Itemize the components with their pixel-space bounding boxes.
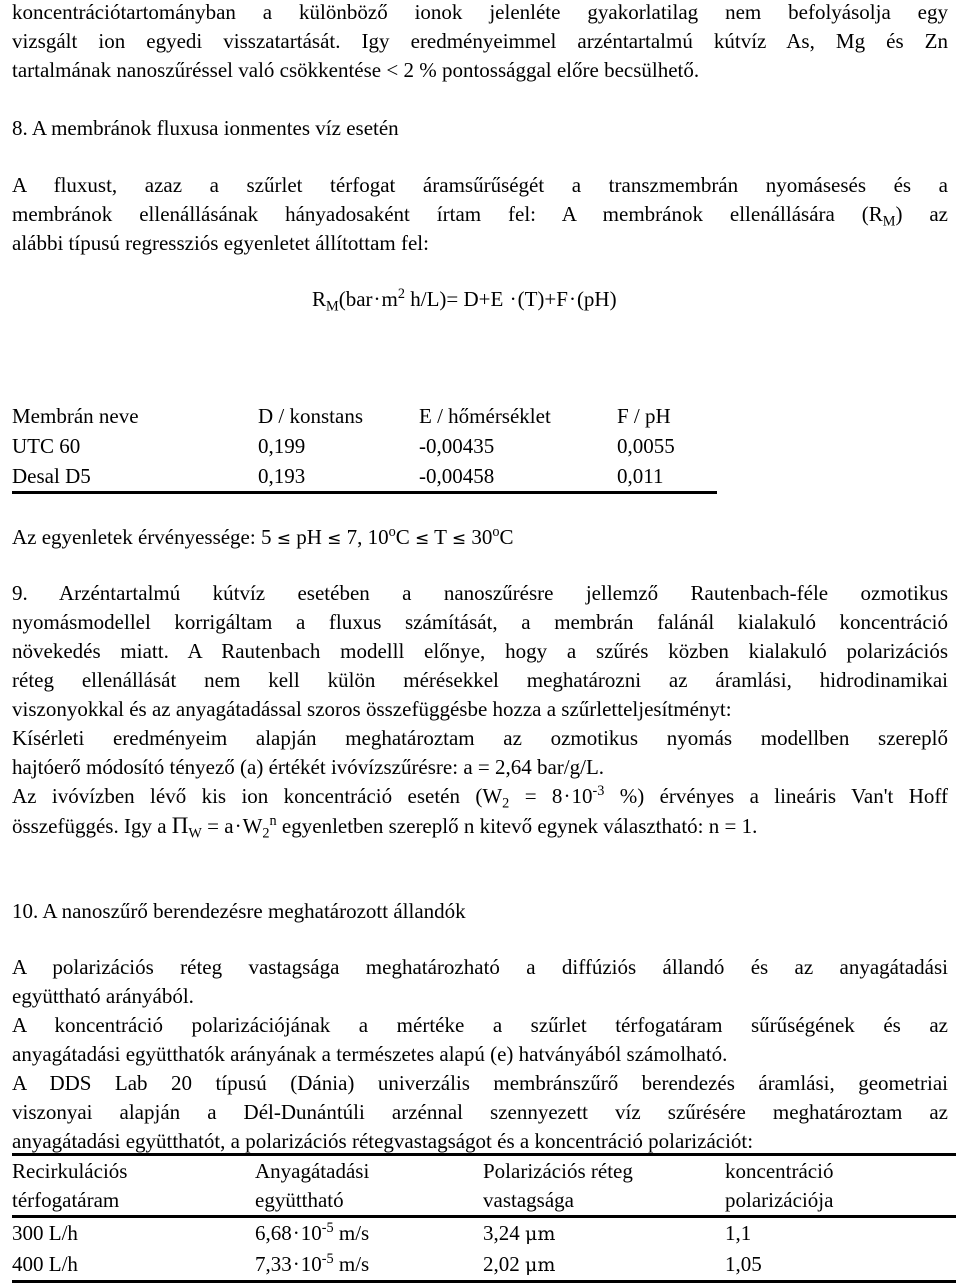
less-equal-symbol: ≤ — [415, 529, 430, 549]
intro-line: koncentrációtartományban a különböző ionok jelenléte gyakorlatilag nem befolyásolja egy — [12, 0, 948, 24]
table-cell: $6,68\cdot 10^{-5}$ m/s — [255, 1220, 370, 1245]
paragraph-line: réteg ellenállását nem kell külön mérésekkel meghatározni az áramlási, hidrodinamikai — [12, 668, 948, 692]
intro-line: tartalmának nanoszűréssel való csökkentése < 2 % pontossággal előre becsülhető. — [12, 58, 700, 82]
table-cell: -0,00458 — [419, 464, 495, 488]
table-row — [12, 1217, 956, 1250]
intro-line: vizsgált ion egyedi visszatartását. Igy eredményeimmel arzéntartalmú kútvíz As, Mg és Zn — [12, 29, 948, 53]
intro-paragraph — [12, 0, 948, 85]
table-header-cell: F / pH — [617, 404, 671, 428]
table-header-cell: E / hőmérséklet — [419, 404, 551, 428]
paragraph-line: alábbi típusú regressziós egyenletet állítottam fel: — [12, 231, 429, 255]
table-cell: 0,199 — [258, 434, 306, 458]
validity-line: Az egyenletek érvényessége: 5 ≤ pH ≤ 7, 10$^o$C ≤ T ≤ 30$^o$C — [12, 524, 514, 549]
constants-table — [12, 1153, 956, 1283]
paragraph-line: membránok ellenállásának hányadosaként írtam fel: A membránok ellenállására $(R_M)$ az — [12, 202, 948, 230]
paragraph-line: viszonyai alapján a Dél-Dunántúli arzénnal szennyezett víz szűrésére meghatároztam az — [12, 1100, 948, 1124]
paragraph-line: összefüggés. Igy a $\Pi_W = a\cdot W_2^n$ egyenletben szereplő n kitevő egynek választható: n = 1. — [12, 813, 758, 842]
paragraph-line: A DDS Lab 20 típusú (Dánia) univerzális membránszűrő berendezés áramlási, geometriai — [12, 1071, 948, 1095]
less-equal-symbol: ≤ — [451, 529, 467, 549]
table-header-cell: Membrán neve — [12, 404, 139, 428]
paragraph-line: anyagátadási együtthatók arányának a természetes alapú (e) hatványából számolható. — [12, 1042, 728, 1066]
regression-equation: $R_M(bar\cdot m^2$ h/L)= D+E ·(T)+F·(pH) — [312, 286, 617, 315]
table-cell: Desal D5 — [12, 464, 91, 488]
paragraph-line: növekedés miatt. A Rautenbach modelll előnye, hogy a szűrés közben kialakuló polarizációs — [12, 639, 948, 663]
paragraph-line: együttható arányából. — [12, 984, 194, 1008]
table-cell: -0,00435 — [419, 434, 495, 458]
table-cell: 2,02 μm — [483, 1249, 725, 1282]
table-header-row — [12, 1155, 956, 1217]
table-cell: $7,33\cdot 10^{-5}$ m/s — [255, 1249, 483, 1282]
paragraph-line: Az ivóvízben lévő kis ion koncentráció esetén ($W_2 = 8\cdot 10^{-3}$ %) érvényes a lineáris Van't Hoff — [12, 783, 949, 812]
section-9-paragraph — [12, 579, 948, 841]
paragraph-line: A koncentráció polarizációjának a mértéke a szűrlet térfogatáram sűrűségének és az — [12, 1013, 948, 1037]
table-cell: 1,05 — [725, 1249, 956, 1282]
table-cell: UTC 60 — [12, 434, 81, 458]
table-header-cell: Recirkulációs térfogatáram — [12, 1155, 255, 1217]
table-cell: 0,193 — [258, 464, 306, 488]
table-cell: 300 L/h — [12, 1221, 78, 1245]
table-cell: 0,0055 — [617, 434, 675, 458]
paragraph-line: anyagátadási együtthatót, a polarizációs rétegvastagságot és a koncentráció polarizációt: — [12, 1129, 754, 1153]
section-8-heading: 8. A membránok fluxusa ionmentes víz esetén — [12, 116, 399, 140]
paragraph-line: hajtóerő módosító tényező (a) értékét ivóvízszűrésre: a = 2,64 bar/g/L. — [12, 755, 605, 779]
section-8-paragraph — [12, 171, 948, 258]
section-10-heading: 10. A nanoszűrő berendezésre meghatározott állandók — [12, 899, 466, 923]
table-row — [12, 461, 717, 493]
pi-symbol: Π — [171, 813, 189, 838]
regression-table — [12, 401, 717, 494]
less-equal-symbol: ≤ — [276, 529, 291, 549]
table-cell: 3,24 μm — [483, 1221, 556, 1245]
table-row — [12, 431, 717, 461]
section-10-paragraphs — [12, 953, 948, 1156]
table-header-cell: Polarizációs réteg vastagsága — [483, 1155, 725, 1217]
table-header-cell: D / konstans — [258, 404, 363, 428]
paragraph-line: nyomásmodellel korrigáltam a fluxus számítását, a membrán falánál kialakuló koncentráció — [12, 610, 948, 634]
paragraph-line: A polarizációs réteg vastagsága meghatározható a diffúziós állandó és az anyagátadási — [12, 955, 948, 979]
table-header-cell: Anyagátadási együttható — [255, 1155, 483, 1217]
table-cell: 400 L/h — [12, 1249, 255, 1282]
paragraph-line: 9. Arzéntartalmú kútvíz esetében a nanoszűrésre jellemző Rautenbach-féle ozmotikus — [12, 581, 948, 605]
paragraph-line: viszonyokkal és az anyagátadással szoros összefüggésbe hozza a szűrletteljesítményt: — [12, 697, 732, 721]
table-header-row — [12, 401, 717, 431]
less-equal-symbol: ≤ — [327, 529, 342, 549]
table-header-cell: koncentráció polarizációja — [725, 1155, 956, 1217]
paragraph-line: Kísérleti eredményeim alapján meghatároztam az ozmotikus nyomás modellben szereplő — [12, 726, 948, 750]
table-cell: 0,011 — [617, 464, 664, 488]
table-row — [12, 1249, 956, 1282]
table-cell: 1,1 — [725, 1221, 752, 1245]
paragraph-line: A fluxust, azaz a szűrlet térfogat áramsűrűségét a transzmembrán nyomásesés és a — [12, 173, 948, 197]
